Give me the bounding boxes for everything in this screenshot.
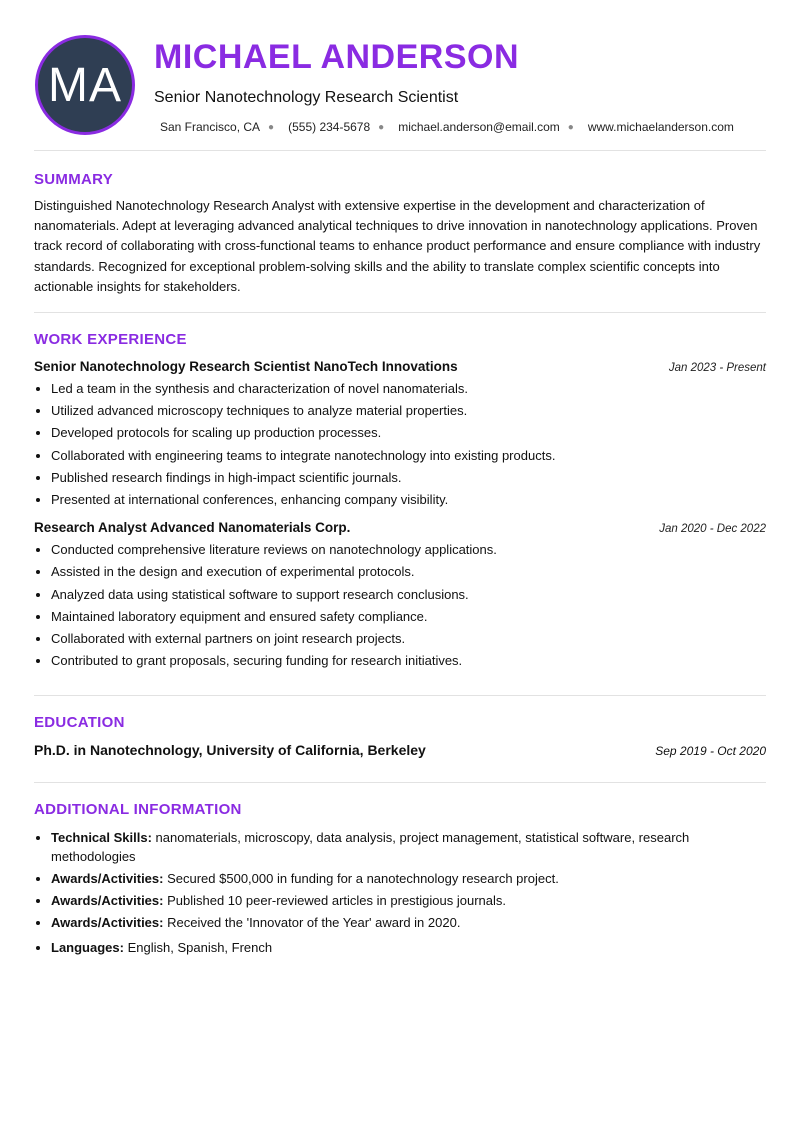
list-item: • Developed protocols for scaling up production processes. (51, 422, 766, 444)
job-title: Senior Nanotechnology Research Scientist NanoTech Innovations (34, 359, 458, 375)
job-date: Jan 2020 - Dec 2022 (659, 523, 766, 536)
list-item: • Utilized advanced microscopy techniques to analyze material properties. (51, 400, 766, 422)
list-item (51, 913, 766, 932)
separator-dot-icon: ● (268, 121, 275, 133)
job-title: Research Analyst Advanced Nanomaterials Corp. (34, 520, 351, 536)
job-entry (34, 359, 766, 511)
education-entry (34, 742, 766, 758)
info-label: Awards/Activities: (51, 915, 164, 931)
education-section (34, 696, 766, 758)
job-date: Jan 2023 - Present (668, 362, 766, 375)
job-bullets (34, 539, 766, 672)
avatar-initials: MA (48, 58, 122, 112)
separator-dot-icon: ● (567, 121, 574, 133)
contact-phone: (555) 234-5678 (288, 120, 371, 134)
list-item: • Published research findings in high-impact scientific journals. (51, 467, 766, 489)
list-item: • Conducted comprehensive literature reviews on nanotechnology applications. (51, 539, 766, 561)
job-entry (34, 520, 766, 672)
list-item: • Presented at international conferences, enhancing company visibility. (51, 489, 766, 511)
summary-section (34, 151, 766, 297)
section-heading-education: EDUCATION (34, 714, 125, 732)
contact-website[interactable]: www.michaelanderson.com (587, 120, 734, 134)
job-header (34, 359, 766, 374)
list-item (51, 869, 766, 888)
info-text: Published 10 peer-reviewed articles in prestigious journals. (167, 893, 506, 909)
list-item (51, 828, 766, 866)
list-item: • Led a team in the synthesis and characterization of novel nanomaterials. (51, 378, 766, 400)
info-text: nanomaterials, microscopy, data analysis, project management, statistical software, research methodologies (51, 830, 690, 865)
info-label: Technical Skills: (51, 830, 152, 846)
info-label: Awards/Activities: (51, 871, 164, 887)
contact-info (160, 120, 734, 134)
list-item (51, 938, 766, 957)
job-bullets (34, 378, 766, 511)
contact-location: San Francisco, CA (160, 120, 261, 134)
candidate-name: MICHAEL ANDERSON (154, 38, 520, 76)
resume-header (34, 0, 766, 150)
list-item: • Collaborated with engineering teams to integrate nanotechnology into existing products. (51, 445, 766, 467)
info-label: Awards/Activities: (51, 893, 164, 909)
list-item: • Maintained laboratory equipment and ensured safety compliance. (51, 606, 766, 628)
list-item: • Collaborated with external partners on joint research projects. (51, 628, 766, 650)
info-text: Secured $500,000 in funding for a nanotechnology research project. (167, 871, 559, 887)
list-item (51, 891, 766, 910)
education-degree: Ph.D. in Nanotechnology, University of California, Berkeley (34, 742, 426, 759)
summary-text: Distinguished Nanotechnology Research Analyst with extensive expertise in the development and characterization of nanomaterials. Adept at leveraging advanced analytical techniques to drive innovation in nanotechnology applications. Proven track record of collaborating with cross-functional teams to enhance product performance and ensure compliance with industry standards. Recognized for exceptional problem-solving skills and the ability to translate complex scientific concepts into actionable insights for stakeholders. (34, 198, 761, 294)
list-item: • Contributed to grant proposals, securing funding for research initiatives. (51, 650, 766, 672)
additional-list (34, 828, 766, 957)
section-heading-experience: WORK EXPERIENCE (34, 331, 187, 349)
list-item: • Analyzed data using statistical software to support research conclusions. (51, 584, 766, 606)
job-header (34, 520, 766, 535)
section-heading-summary: SUMMARY (34, 171, 114, 188)
contact-email[interactable]: michael.anderson@email.com (398, 120, 560, 134)
info-text: English, Spanish, French (127, 940, 273, 956)
section-heading-additional: ADDITIONAL INFORMATION (34, 801, 242, 819)
additional-section (34, 783, 766, 957)
experience-section (34, 313, 766, 672)
list-item: • Assisted in the design and execution of experimental protocols. (51, 561, 766, 583)
avatar (35, 35, 135, 135)
education-date: Sep 2019 - Oct 2020 (655, 744, 766, 759)
info-label: Languages: (51, 940, 124, 956)
separator-dot-icon: ● (378, 121, 385, 133)
candidate-title: Senior Nanotechnology Research Scientist (154, 89, 459, 106)
info-text: Received the 'Innovator of the Year' award in 2020. (167, 915, 461, 931)
